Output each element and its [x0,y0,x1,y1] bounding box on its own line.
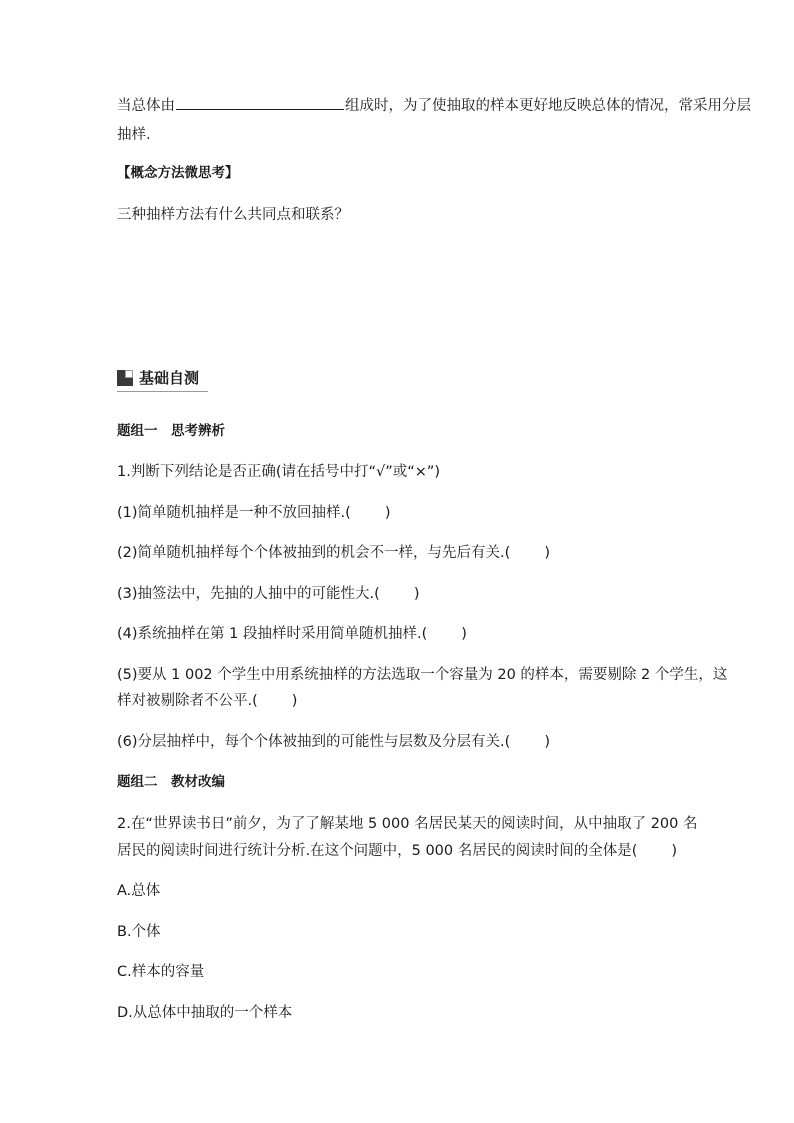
judge-item-1 [117,503,390,523]
paren-close: ) [544,734,550,750]
judge-item-4 [117,624,467,644]
concept-heading: 【概念方法微思考】 [117,165,239,181]
intro-line-2: 抽样. [117,127,151,143]
judge-item-2 [117,543,550,563]
paren-close: ) [671,843,678,859]
intro-text-before: 当总体由 [117,98,175,114]
fill-in-blank[interactable] [176,95,344,110]
option-b[interactable]: B.个体 [117,924,161,940]
judge-item-text: (4)系统抽样在第 1 段抽样时采用简单随机抽样.( [117,626,428,642]
paren-close: ) [461,626,467,642]
judge-item-text: (3)抽签法中，先抽的人抽中的可能性大.( [117,586,380,602]
option-a[interactable]: A.总体 [117,883,161,899]
section-heading [117,367,208,392]
question-2-line-2 [117,841,677,861]
option-d[interactable]: D.从总体中抽取的一个样本 [117,1005,293,1021]
paren-close: ) [413,586,420,602]
group2-title: 题组二 教材改编 [117,774,225,790]
judge-item-6 [117,732,550,752]
judge-item-text: (6)分层抽样中，每个个体被抽到的可能性与层数及分层有关.( [117,734,511,750]
question-1-stem: 1.判断下列结论是否正确(请在括号中打“√”或“×”) [117,464,441,480]
paren-close: ) [384,505,391,521]
intro-text-after: 组成时，为了使抽取的样本更好地反映总体的情况，常采用分层 [345,98,751,114]
paren-close: ) [291,693,298,709]
judge-item-5-line-1: (5)要从 1 002 个学生中用系统抽样的方法选取一个容量为 20 的样本，需要剔除 2 个学生，这 [117,667,728,683]
section-title: 基础自测 [139,369,200,387]
judge-item-5-line-2 [117,691,297,711]
judge-item-text: (1)简单随机抽样是一种不放回抽样.( [117,505,351,521]
judge-item-text: (2)简单随机抽样每个个体被抽到的机会不一样，与先后有关.( [117,545,511,561]
square-block-icon [117,370,133,386]
group1-title: 题组一 思考辨析 [117,423,225,439]
paren-close: ) [544,545,550,561]
judge-item-3 [117,584,419,604]
intro-line-1 [117,95,751,116]
question-2-text: 居民的阅读时间进行统计分析.在这个问题中，5 000 名居民的阅读时间的全体是( [117,843,638,859]
concept-question: 三种抽样方法有什么共同点和联系？ [117,207,349,223]
option-c[interactable]: C.样本的容量 [117,964,205,980]
judge-item-text: 样对被剔除者不公平.( [117,693,258,709]
question-2-line-1: 2.在“世界读书日”前夕，为了了解某地 5 000 名居民某天的阅读时间，从中抽取了 200 名 [117,816,698,832]
